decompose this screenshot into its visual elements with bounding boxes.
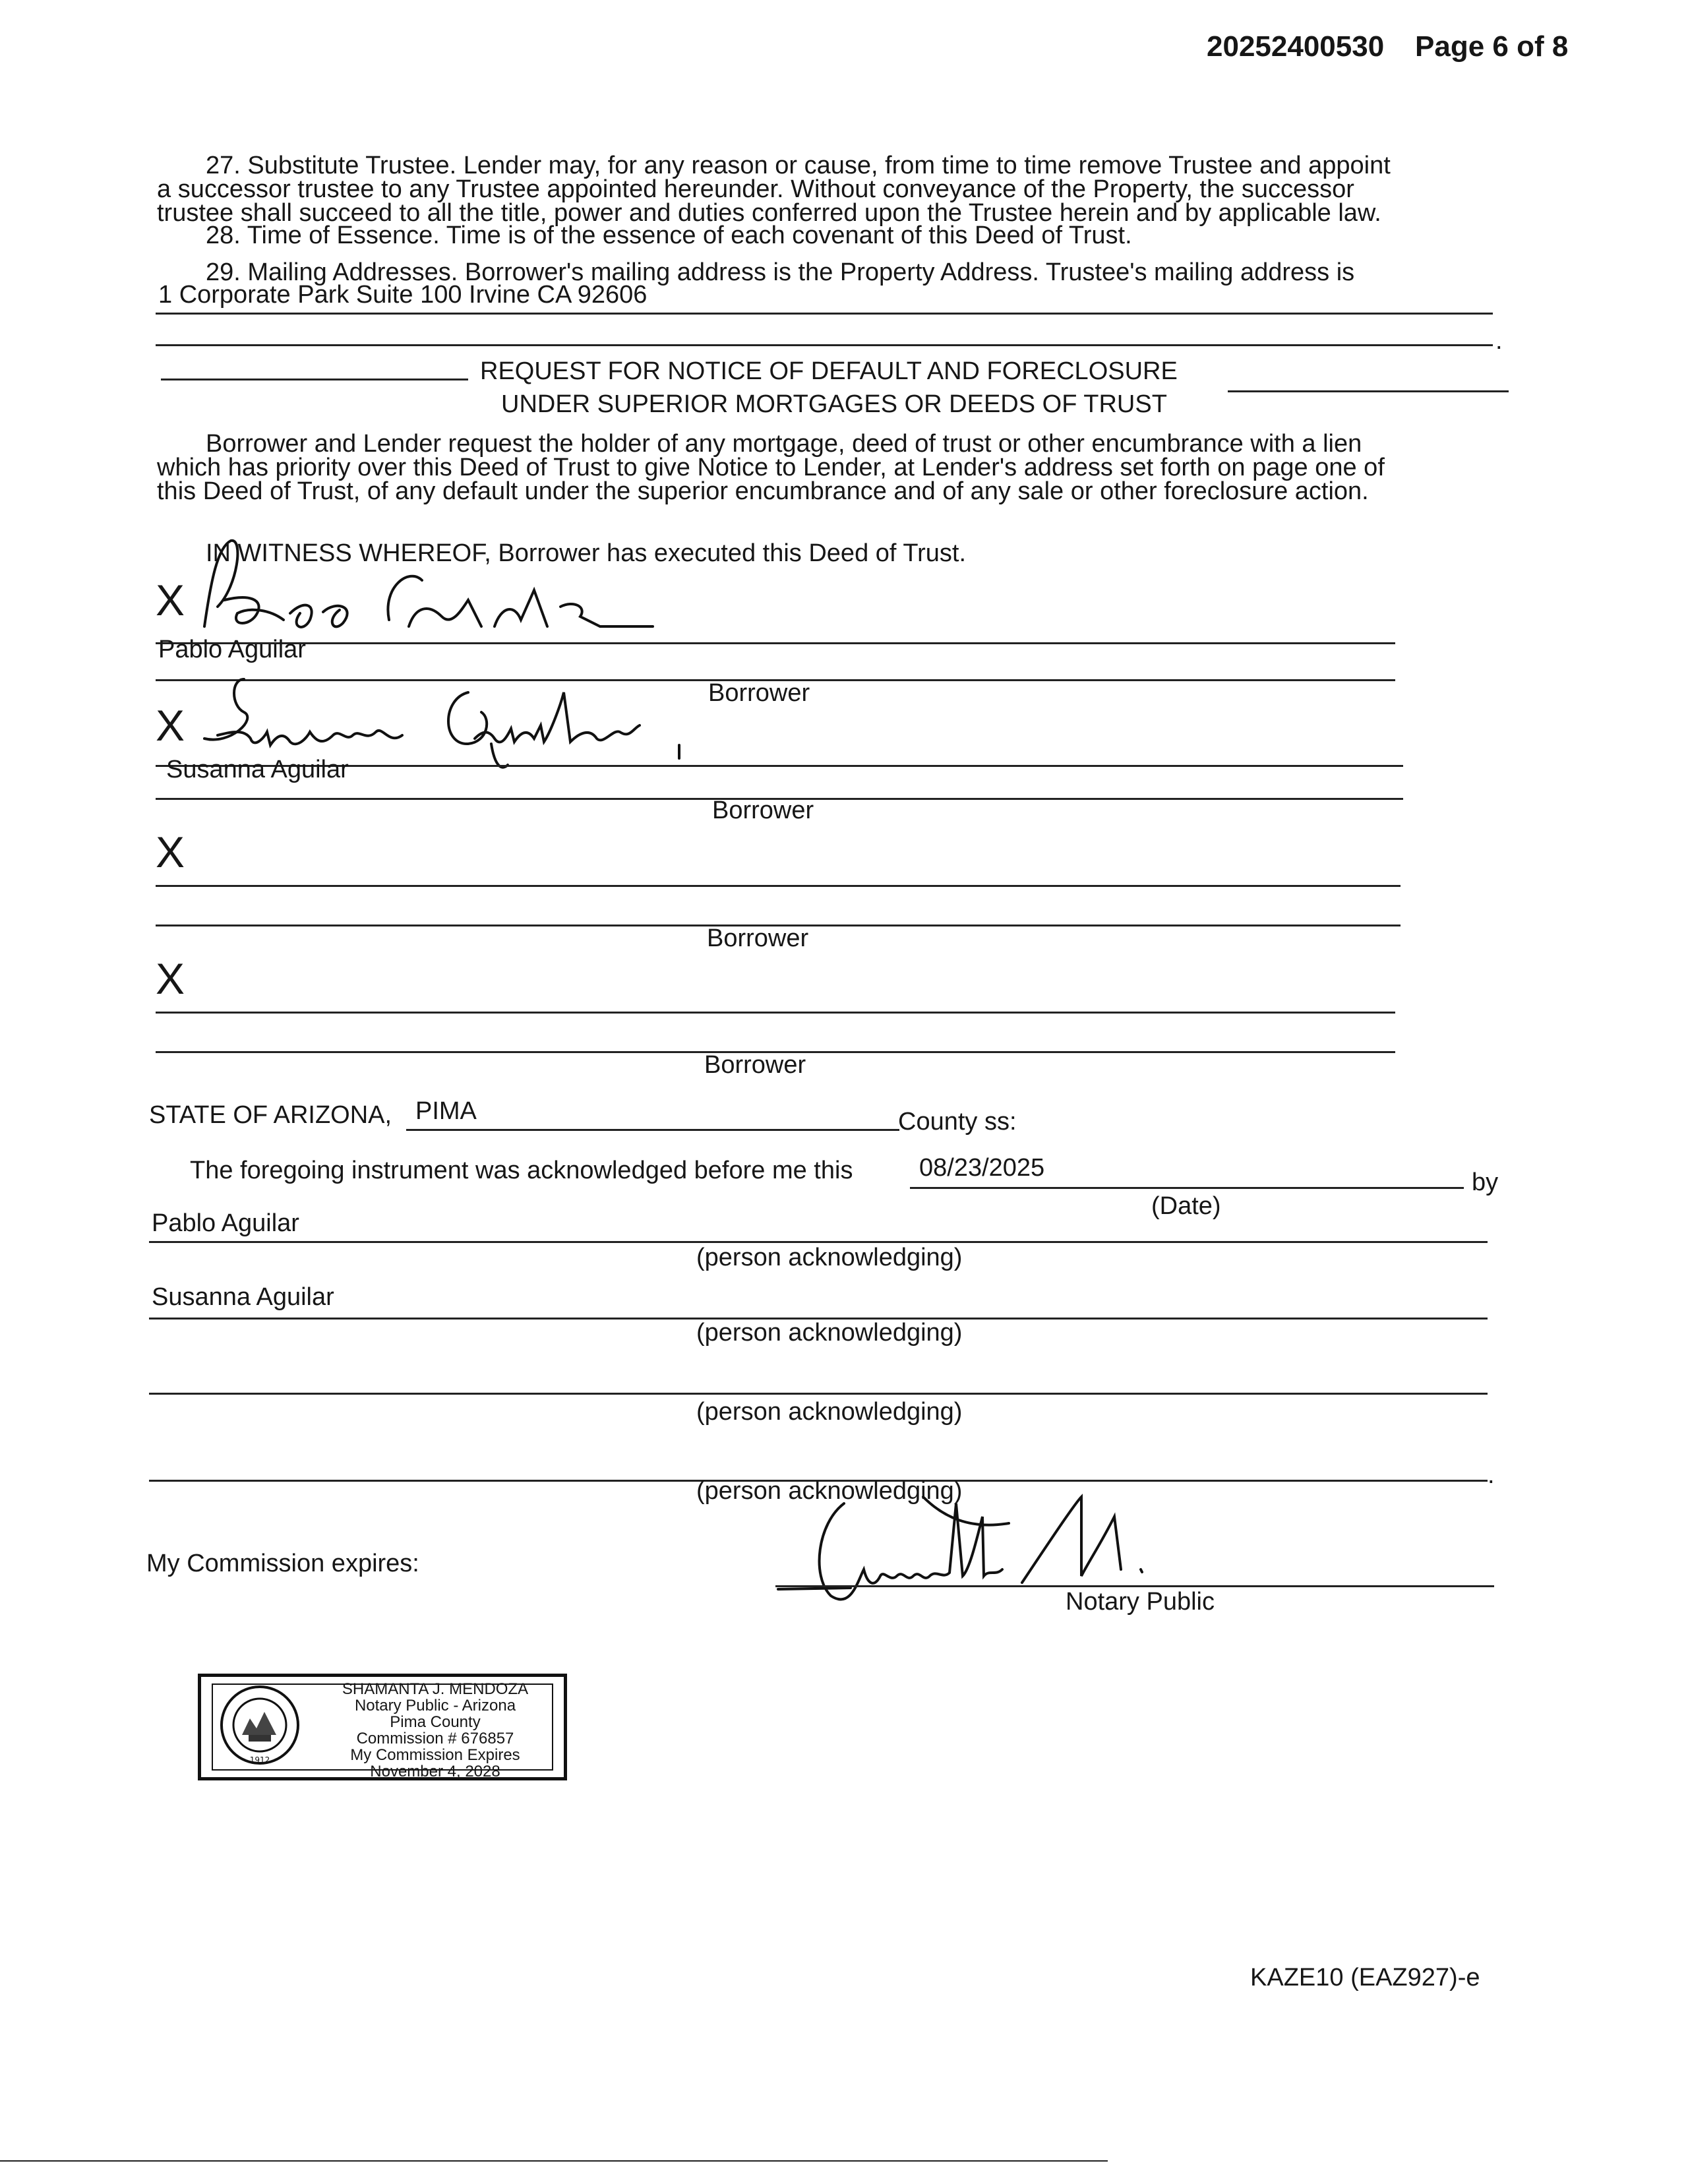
- county-value: PIMA: [415, 1097, 477, 1125]
- page-indicator: Page 6 of 8: [1415, 30, 1569, 63]
- date-line: [910, 1187, 1464, 1189]
- notary-stamp-text: [326, 1681, 544, 1780]
- signature-line-3: [156, 885, 1401, 887]
- person-acknowledging-2: Susanna Aguilar: [152, 1283, 334, 1311]
- borrower-label-4: Borrower: [704, 1051, 806, 1079]
- request-body-line-1: Borrower and Lender request the holder of any mortgage, deed of trust or other encumbrance with a lien: [206, 430, 1362, 458]
- signer-2-name: Susanna Aguilar: [166, 756, 349, 783]
- person-line-4-period: .: [1488, 1461, 1495, 1489]
- clause-28: 28. Time of Essence. Time is of the essence of each covenant of this Deed of Trust.: [206, 222, 1132, 249]
- date-caption: (Date): [1151, 1192, 1221, 1220]
- person-acknowledging-1: Pablo Aguilar: [152, 1209, 299, 1237]
- form-code: KAZE10 (EAZ927)-e: [1250, 1964, 1480, 1991]
- notary-county: Pima County: [390, 1713, 481, 1731]
- witness-statement: IN WITNESS WHEREOF, Borrower has executed this Deed of Trust.: [206, 539, 967, 567]
- notary-public-label: Notary Public: [1066, 1588, 1215, 1616]
- person-caption-3: (person acknowledging): [696, 1398, 963, 1426]
- notary-expires-label: My Commission Expires: [350, 1746, 520, 1764]
- signature-x-3: X: [156, 828, 185, 876]
- notary-title: Notary Public - Arizona: [354, 1697, 516, 1714]
- request-title-line-2: UNDER SUPERIOR MORTGAGES OR DEEDS OF TRUST: [501, 390, 1167, 418]
- borrower-1-signature: [191, 528, 692, 646]
- commission-expires-label: My Commission expires:: [146, 1550, 419, 1577]
- clause-29: 29. Mailing Addresses. Borrower's mailing address is the Property Address. Trustee's mailing address is: [206, 258, 1355, 286]
- person-caption-2: (person acknowledging): [696, 1319, 963, 1347]
- clause-27-line-2: a successor trustee to any Trustee appointed hereunder. Without conveyance of the Property, the successor: [157, 175, 1354, 203]
- address-line-2: [156, 344, 1493, 346]
- notary-signature-line: [775, 1585, 1494, 1587]
- notary-stamp: [198, 1674, 567, 1780]
- borrower-label-2: Borrower: [712, 797, 814, 824]
- county-line: [406, 1129, 899, 1131]
- signature-x-4: X: [156, 954, 185, 1003]
- by-label: by: [1472, 1168, 1499, 1196]
- notary-name: SHAMANTA J. MENDOZA: [342, 1680, 529, 1698]
- signature-line-1: [156, 642, 1395, 644]
- page-bottom-rule: [0, 2160, 1108, 2162]
- person-caption-1: (person acknowledging): [696, 1244, 963, 1271]
- borrower-label-1: Borrower: [708, 679, 810, 707]
- acknowledgment-statement: The foregoing instrument was acknowledged before me this: [190, 1157, 853, 1184]
- trustee-address: 1 Corporate Park Suite 100 Irvine CA 92606: [158, 281, 648, 309]
- seal-year: 1912: [249, 1755, 270, 1765]
- title-rule-right: [1228, 390, 1509, 392]
- address-period: .: [1495, 327, 1503, 355]
- signature-x-2: X: [156, 701, 185, 750]
- clause-27-line-3: trustee shall succeed to all the title, power and duties conferred upon the Trustee herein and by applicable law.: [157, 199, 1381, 227]
- notary-commission-number: Commission # 676857: [356, 1730, 514, 1747]
- person-line-1: [149, 1241, 1488, 1243]
- person-line-3: [149, 1393, 1488, 1395]
- borrower-label-3: Borrower: [707, 925, 809, 952]
- document-number: 20252400530: [1207, 30, 1385, 63]
- state-label: STATE OF ARIZONA,: [149, 1101, 392, 1129]
- signer-1-name: Pablo Aguilar: [158, 636, 306, 663]
- acknowledgment-date: 08/23/2025: [919, 1154, 1045, 1182]
- address-line-1: [156, 313, 1493, 315]
- request-body-line-2: which has priority over this Deed of Trust to give Notice to Lender, at Lender's address set forth on page one of: [157, 454, 1385, 481]
- signature-x-1: X: [156, 576, 185, 624]
- arizona-seal-icon: [210, 1682, 309, 1768]
- signature-line-4: [156, 1012, 1395, 1014]
- request-body-line-3: this Deed of Trust, of any default under the superior encumbrance and of any sale or other foreclosure action.: [157, 477, 1369, 505]
- clause-27-line-1: 27. Substitute Trustee. Lender may, for any reason or cause, from time to time remove Trustee and appoint: [206, 152, 1391, 179]
- county-suffix: County ss:: [898, 1108, 1017, 1136]
- person-caption-4: (person acknowledging): [696, 1477, 963, 1505]
- notary-expires-date: November 4, 2028: [370, 1763, 500, 1780]
- request-title-line-1: REQUEST FOR NOTICE OF DEFAULT AND FORECLOSURE: [480, 357, 1178, 385]
- title-rule-left: [161, 379, 468, 380]
